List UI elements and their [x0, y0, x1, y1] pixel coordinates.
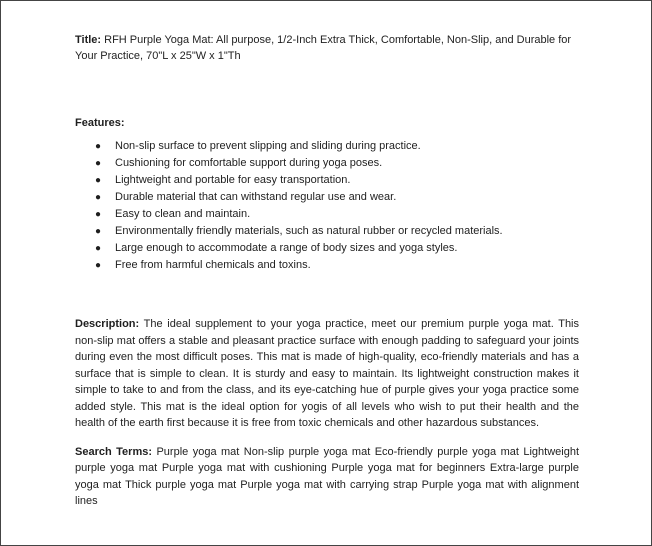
bullet-icon: ● [95, 209, 102, 220]
bullet-icon: ● [95, 243, 102, 254]
search-terms-label: Search Terms: [75, 445, 153, 458]
feature-text: Durable material that can withstand regular use and wear. [115, 191, 397, 203]
feature-text: Lightweight and portable for easy transportation. [115, 174, 351, 186]
feature-text: Free from harmful chemicals and toxins. [115, 259, 311, 271]
bullet-icon: ● [95, 260, 102, 271]
features-list [75, 138, 579, 274]
list-item [75, 223, 579, 240]
features-heading: Features: [75, 117, 125, 129]
bullet-icon: ● [95, 141, 102, 152]
list-item [75, 155, 579, 172]
title-text: RFH Purple Yoga Mat: All purpose, 1/2-Inch Extra Thick, Comfortable, Non-Slip, and Durable for Your Practice, 70"L x 25"W x 1"Th [75, 34, 572, 62]
description-paragraph [75, 316, 579, 432]
description-label: Description: [75, 318, 140, 330]
description-text: The ideal supplement to your yoga practice, meet our premium purple yoga mat. This non-slip mat offers a stable and pleasant practice surface with enough padding to safeguard your joints during even the most difficult poses. This mat is made of high-quality, eco-friendly materials and has a surface that is simple to clean. It is sturdy and easy to maintain. Its lightweight construction makes it simple to take to and from the class, and its eye-catching hue of purple gives your yoga practice some added style. This mat is the ideal option for yogis of all levels who wish to put their health and the health of the earth first because it is free from toxic chemicals and other hazardous substances. [75, 318, 580, 429]
document-page [75, 32, 579, 521]
list-item [75, 189, 579, 206]
bullet-icon: ● [95, 192, 102, 203]
search-terms-text: Purple yoga mat Non-slip purple yoga mat Eco-friendly purple yoga mat Lightweight purple yoga mat Purple yoga mat with cushioning Purple yoga mat for beginners Extra-large purple yoga mat Thick purple yoga mat Purple yoga mat with carrying strap Purple yoga mat with alignment lines [75, 445, 580, 507]
feature-text: Cushioning for comfortable support during yoga poses. [115, 157, 383, 169]
list-item [75, 257, 579, 274]
product-title [75, 32, 579, 64]
search-terms-paragraph [75, 444, 579, 510]
list-item [75, 172, 579, 189]
feature-text: Large enough to accommodate a range of body sizes and yoga styles. [115, 242, 458, 254]
list-item [75, 138, 579, 155]
bullet-icon: ● [95, 175, 102, 186]
bullet-icon: ● [95, 226, 102, 237]
list-item [75, 240, 579, 257]
list-item [75, 206, 579, 223]
title-label: Title: [75, 34, 102, 46]
bullet-icon: ● [95, 158, 102, 169]
feature-text: Non-slip surface to prevent slipping and sliding during practice. [115, 140, 421, 152]
feature-text: Environmentally friendly materials, such as natural rubber or recycled materials. [115, 225, 503, 237]
feature-text: Easy to clean and maintain. [115, 208, 251, 220]
